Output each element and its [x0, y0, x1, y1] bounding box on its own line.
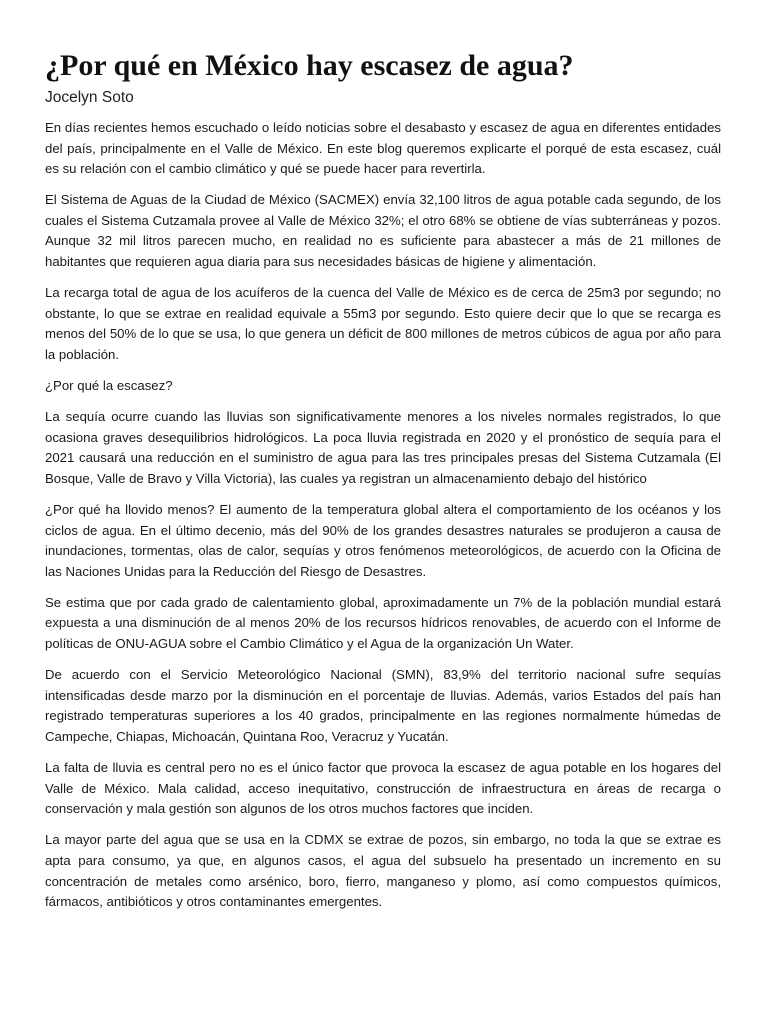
paragraph-intro: En días recientes hemos escuchado o leído noticias sobre el desabasto y escasez de agua en diferentes entidades del país, principalmente en el Valle de México. En este blog queremos explicarte el porqué de esta escasez, cuál es su relación con el cambio climático y qué se puede hacer para revertirla. [45, 120, 721, 177]
paragraph-subheading: ¿Por qué la escasez? [45, 378, 173, 394]
paragraph-recarga: La recarga total de agua de los acuíferos de la cuenca del Valle de México es de cerca de 25m3 por segundo; no obstante, lo que se extrae en realidad equivale a 55m3 por segundo. Esto quiere decir que lo que se recarga es menos del 50% de lo que se usa, lo que genera un déficit de 800 millones de metros cúbicos de agua por año para la población. [45, 285, 721, 362]
paragraph-sequia: La sequía ocurre cuando las lluvias son significativamente menores a los niveles normales registrados, lo que ocasiona graves desequilibrios hidrológicos. La poca lluvia registrada en 2020 y el pronóstico de sequía para el 2021 causará una reducción en el suministro de agua para las tres principales presas del Sistema Cutzamala (El Bosque, Valle de Bravo y Villa Victoria), las cuales ya registran un almacenamiento debajo del histórico [45, 409, 721, 486]
paragraph-factores: La falta de lluvia es central pero no es el único factor que provoca la escasez de agua potable en los hogares del Valle de México. Mala calidad, acceso inequitativo, construcción de infraestructura en áreas de recarga o conservación y mala gestión son algunos de los otros muchos factores que inciden. [45, 760, 721, 817]
paragraph-calentamiento: Se estima que por cada grado de calentamiento global, aproximadamente un 7% de la población mundial estará expuesta a una disminución de al menos 20% de los recursos hídricos renovables, de acuerdo con el Informe de políticas de ONU-AGUA sobre el Cambio Climático y el Agua de la organización Un Water. [45, 594, 721, 652]
paragraph-llovido-menos: ¿Por qué ha llovido menos? El aumento de la temperatura global altera el comportamiento de los océanos y los ciclos de agua. En el último decenio, más del 90% de los grandes desastres naturales se produjeron a causa de inundaciones, tormentas, olas de calor, sequías y otros fenómenos meteorológicos, de acuerdo con la Oficina de las Naciones Unidas para la Reducción del Riesgo de Desastres. [45, 502, 721, 579]
article-body [45, 118, 721, 913]
article-author: Jocelyn Soto [45, 89, 134, 106]
paragraph-sacmex: El Sistema de Aguas de la Ciudad de México (SACMEX) envía 32,100 litros de agua potable cada segundo, de los cuales el Sistema Cutzamala provee al Valle de México 32%; el otro 68% se obtiene de vías subterráneas y pozos. Aunque 32 mil litros parecen mucho, en realidad no es suficiente para abastecer a más de 21 millones de habitantes que requieren agua diaria para sus necesidades básicas de higiene y alimentación. [45, 192, 721, 270]
paragraph-smn: De acuerdo con el Servicio Meteorológico Nacional (SMN), 83,9% del territorio nacional sufre sequías intensificadas desde marzo por la disminución en el porcentaje de lluvias. Además, varios Estados del país han registrado temperaturas superiores a los 40 grados, principalmente en las regiones normalmente húmedas de Campeche, Chiapas, Michoacán, Quintana Roo, Veracruz y Yucatán. [45, 667, 721, 744]
document-page [45, 48, 721, 923]
article-title: ¿Por qué en México hay escasez de agua? [45, 49, 574, 82]
paragraph-pozos: La mayor parte del agua que se usa en la CDMX se extrae de pozos, sin embargo, no toda la que se extrae es apta para consumo, ya que, en algunos casos, el agua del subsuelo ha presentado un incremento en su concentración de metales como arsénico, boro, fierro, manganeso y plomo, así como compuestos químicos, fármacos, antibióticos y otros contaminantes emergentes. [45, 832, 721, 910]
